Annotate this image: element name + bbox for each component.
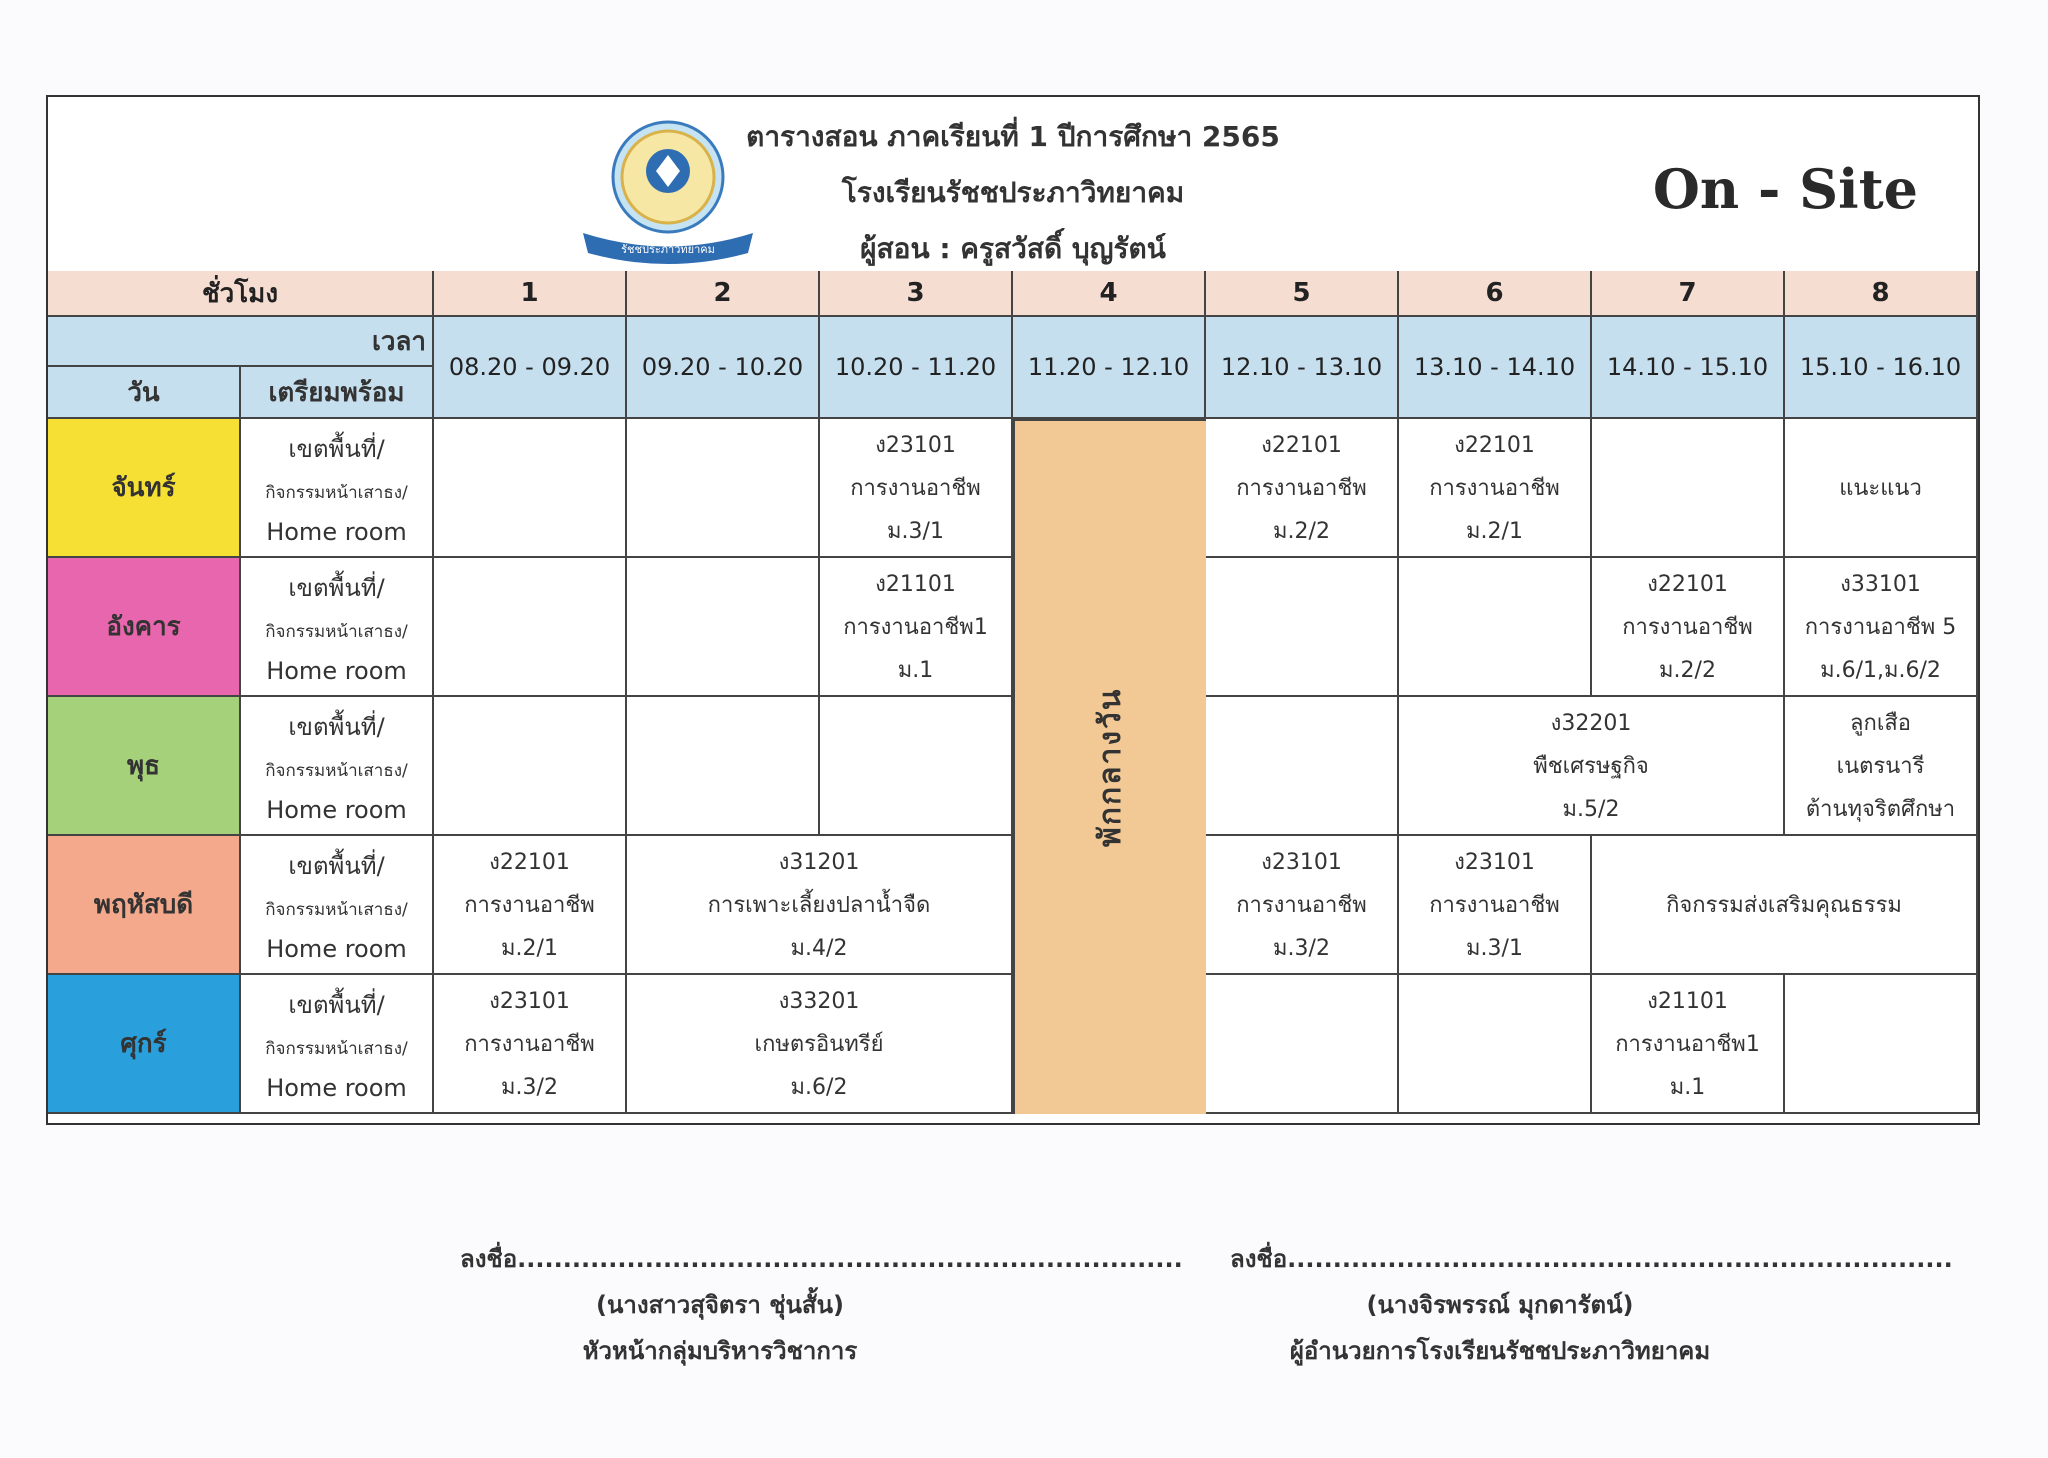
empty-cell <box>1592 419 1785 558</box>
class-cell: แนะแนว <box>1785 419 1978 558</box>
empty-cell <box>627 419 820 558</box>
class-cell: ง22101 การงานอาชีพ ม.2/2 <box>1206 419 1399 558</box>
teacher-name: ผู้สอน : ครูสวัสดิ์ บุญรัตน์ <box>860 232 1166 265</box>
period-7: 7 <box>1592 271 1785 317</box>
class-cell: ง32201 พืชเศรษฐกิจ ม.5/2 <box>1399 697 1785 836</box>
class-cell: ง22101 การงานอาชีพ ม.2/1 <box>1399 419 1592 558</box>
day-wednesday: พุธ <box>48 697 241 836</box>
day-label: วัน <box>48 367 241 419</box>
day-thursday: พฤหัสบดี <box>48 836 241 975</box>
time-3: 10.20 - 11.20 <box>820 317 1013 419</box>
day-monday: จันทร์ <box>48 419 241 558</box>
period-3: 3 <box>820 271 1013 317</box>
prep-cell: เขตพื้นที่/ กิจกรรมหน้าเสาธง/ Home room <box>241 697 434 836</box>
signature-left <box>460 1236 1183 1374</box>
time-label: เวลา <box>48 317 434 367</box>
empty-cell <box>434 558 627 697</box>
prep-cell: เขตพื้นที่/ กิจกรรมหน้าเสาธง/ Home room <box>241 836 434 975</box>
class-cell: ลูกเสือ เนตรนารี ต้านทุจริตศึกษา <box>1785 697 1978 836</box>
period-2: 2 <box>627 271 820 317</box>
period-header-label: ชั่วโมง <box>48 271 434 317</box>
prep-label: เตรียมพร้อม <box>241 367 434 419</box>
timetable-sheet <box>46 95 1980 1125</box>
empty-cell <box>1785 975 1978 1114</box>
empty-cell <box>1399 975 1592 1114</box>
svg-text:รัชชประภาวิทยาคม: รัชชประภาวิทยาคม <box>621 243 715 256</box>
day-tuesday: อังคาร <box>48 558 241 697</box>
time-5: 12.10 - 13.10 <box>1206 317 1399 419</box>
class-cell: กิจกรรมส่งเสริมคุณธรรม <box>1592 836 1978 975</box>
empty-cell <box>1399 558 1592 697</box>
class-cell: ง21101 การงานอาชีพ1 ม.1 <box>820 558 1013 697</box>
signer-name: (นางสาวสุจิตรา ชุ่นสั้น) <box>596 1291 844 1319</box>
signer-name: (นางจิรพรรณ์ มุกดารัตน์) <box>1366 1291 1634 1319</box>
class-cell: ง23101 การงานอาชีพ ม.3/1 <box>820 419 1013 558</box>
empty-cell <box>1206 697 1399 836</box>
empty-cell <box>434 419 627 558</box>
time-8: 15.10 - 16.10 <box>1785 317 1978 419</box>
class-cell: ง23101 การงานอาชีพ ม.3/2 <box>1206 836 1399 975</box>
empty-cell <box>627 558 820 697</box>
class-cell: ง31201 การเพาะเลี้ยงปลาน้ำจืด ม.4/2 <box>627 836 1013 975</box>
class-cell: ง21101 การงานอาชีพ1 ม.1 <box>1592 975 1785 1114</box>
signer-title: หัวหน้ากลุ่มบริหารวิชาการ <box>582 1337 858 1365</box>
time-1: 08.20 - 09.20 <box>434 317 627 419</box>
class-cell: ง22101 การงานอาชีพ ม.2/2 <box>1592 558 1785 697</box>
class-cell: ง22101 การงานอาชีพ ม.2/1 <box>434 836 627 975</box>
time-7: 14.10 - 15.10 <box>1592 317 1785 419</box>
empty-cell <box>1206 975 1399 1114</box>
signer-title: ผู้อำนวยการโรงเรียนรัชชประภาวิทยาคม <box>1289 1337 1711 1365</box>
time-2: 09.20 - 10.20 <box>627 317 820 419</box>
period-1: 1 <box>434 271 627 317</box>
sheet-header <box>48 97 1978 273</box>
empty-cell <box>820 697 1013 836</box>
class-cell: ง23101 การงานอาชีพ ม.3/1 <box>1399 836 1592 975</box>
prep-cell: เขตพื้นที่/ กิจกรรมหน้าเสาธง/ Home room <box>241 975 434 1114</box>
signature-right <box>1230 1236 1953 1374</box>
signature-line: ลงชื่อ......................................................................... <box>460 1245 1183 1273</box>
lunch-break: พักกลางวัน <box>1013 419 1206 1114</box>
period-6: 6 <box>1399 271 1592 317</box>
on-site-badge: On - Site <box>1652 157 1918 221</box>
school-name: โรงเรียนรัชชประภาวิทยาคม <box>841 176 1185 209</box>
empty-cell <box>627 697 820 836</box>
time-4: 11.20 - 12.10 <box>1013 317 1206 419</box>
period-8: 8 <box>1785 271 1978 317</box>
class-cell: ง33201 เกษตรอินทรีย์ ม.6/2 <box>627 975 1013 1114</box>
empty-cell <box>434 697 627 836</box>
schedule-title: ตารางสอน ภาคเรียนที่ 1 ปีการศึกษา 2565 <box>746 120 1280 153</box>
period-5: 5 <box>1206 271 1399 317</box>
class-cell: ง33101 การงานอาชีพ 5 ม.6/1,ม.6/2 <box>1785 558 1978 697</box>
prep-cell: เขตพื้นที่/ กิจกรรมหน้าเสาธง/ Home room <box>241 558 434 697</box>
class-cell: ง23101 การงานอาชีพ ม.3/2 <box>434 975 627 1114</box>
empty-cell <box>1206 558 1399 697</box>
signature-line: ลงชื่อ......................................................................... <box>1230 1245 1953 1273</box>
timetable-grid <box>48 271 1978 1127</box>
time-6: 13.10 - 14.10 <box>1399 317 1592 419</box>
period-4: 4 <box>1013 271 1206 317</box>
day-friday: ศุกร์ <box>48 975 241 1114</box>
prep-cell: เขตพื้นที่/ กิจกรรมหน้าเสาธง/ Home room <box>241 419 434 558</box>
